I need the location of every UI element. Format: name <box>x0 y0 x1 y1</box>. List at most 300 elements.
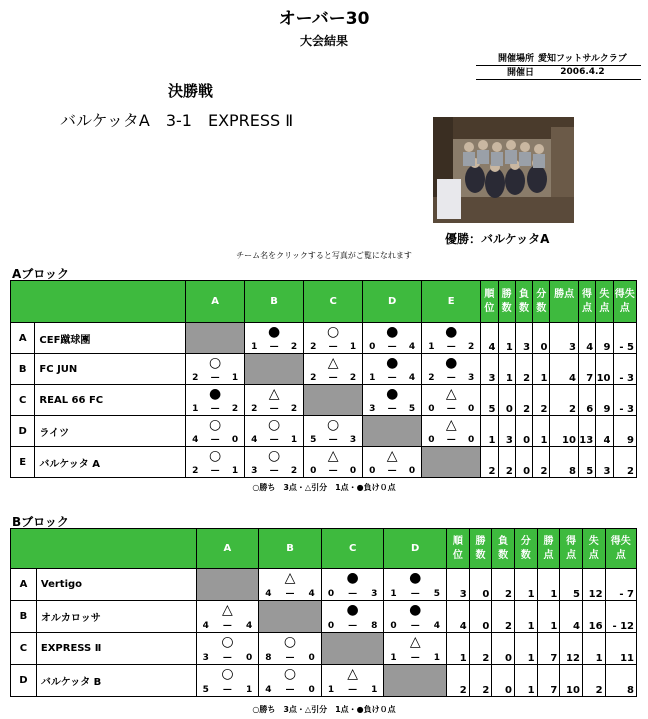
score-against: 0 <box>308 685 315 695</box>
stat-header <box>447 529 470 569</box>
score-dash: — <box>328 435 338 445</box>
stat-header-line: 数 <box>501 302 512 314</box>
stat-header-line: 勝 <box>501 288 512 300</box>
stat-header-line: 順 <box>484 288 495 300</box>
stat-value: 1 <box>481 416 498 447</box>
self-match-cell <box>363 416 422 447</box>
result-mark: ● <box>409 602 422 618</box>
result-score <box>384 621 446 631</box>
stat-header-line: 数 <box>498 549 509 561</box>
score-for: 1 <box>192 404 199 414</box>
result-score <box>259 653 321 663</box>
score-against: 0 <box>245 653 253 663</box>
score-for: 2 <box>192 466 199 476</box>
stat-value: 4 <box>596 416 613 447</box>
score-against: 1 <box>231 466 239 476</box>
result-score <box>186 466 244 476</box>
result-score <box>245 342 303 352</box>
stat-header-line: 位 <box>452 549 463 561</box>
stat-value: 1 <box>533 416 550 447</box>
score-dash: — <box>446 342 456 352</box>
score-for: 0 <box>327 621 335 631</box>
result-score <box>422 342 480 352</box>
header-row <box>11 281 637 323</box>
stat-value: 2 <box>613 447 637 478</box>
table-row <box>11 385 637 416</box>
score-dash: — <box>285 653 295 663</box>
score-against: 1 <box>349 342 357 352</box>
stat-value: 1 <box>537 569 560 601</box>
score-against: 4 <box>308 589 315 599</box>
stat-value: 0 <box>492 665 515 697</box>
result-mark: ● <box>268 324 281 340</box>
result-mark: ● <box>445 355 458 371</box>
result-cell <box>245 323 304 354</box>
result-cell <box>245 416 304 447</box>
stat-value: 1 <box>537 601 560 633</box>
score-dash: — <box>210 466 220 476</box>
score-for: 4 <box>192 435 199 445</box>
score-dash: — <box>387 342 397 352</box>
score-for: 0 <box>327 589 335 599</box>
block-a-title: Aブロック <box>12 267 70 281</box>
table-row <box>11 569 637 601</box>
result-cell <box>321 569 384 601</box>
row-letter: C <box>11 633 37 665</box>
team-name-link[interactable]: REAL 66 FC <box>35 385 186 416</box>
result-score <box>384 653 446 663</box>
result-mark: ○ <box>268 417 281 433</box>
score-dash: — <box>348 589 358 599</box>
stat-value: 2 <box>469 665 492 697</box>
stat-header <box>533 281 550 323</box>
stat-header <box>578 281 595 323</box>
stat-value: 2 <box>492 569 515 601</box>
score-for: 4 <box>251 435 258 445</box>
stat-header-line: 負 <box>518 288 529 300</box>
result-mark: ○ <box>327 417 340 433</box>
team-name-link[interactable]: ライツ <box>35 416 186 447</box>
self-match-cell <box>259 601 322 633</box>
result-mark: ● <box>445 324 458 340</box>
stat-value: 10 <box>550 416 579 447</box>
stat-value: 2 <box>492 601 515 633</box>
table-row <box>11 447 637 478</box>
score-dash: — <box>328 466 338 476</box>
result-cell <box>422 354 481 385</box>
score-dash: — <box>387 373 397 383</box>
photo-click-note: チーム名をクリックすると写真がご覧になれます <box>236 251 412 260</box>
score-against: 4 <box>433 621 440 631</box>
result-cell <box>384 633 447 665</box>
result-mark: ● <box>346 570 359 586</box>
score-for: 1 <box>390 653 397 663</box>
stat-value: 3 <box>515 323 532 354</box>
block-a-legend: ○勝ち 3点・△引分 1点・●負け０点 <box>252 483 396 492</box>
stat-value: 2 <box>515 354 532 385</box>
result-cell <box>321 665 384 697</box>
score-for: 1 <box>390 589 397 599</box>
stat-header-line <box>550 302 578 316</box>
result-cell <box>259 665 322 697</box>
stat-value: 0 <box>469 569 492 601</box>
score-dash: — <box>328 342 338 352</box>
stat-header-line: 勝点 <box>554 288 575 300</box>
block-b-title: Bブロック <box>12 515 69 529</box>
stat-value: 1 <box>514 633 537 665</box>
date-value: 2006.4.2 <box>560 66 605 77</box>
score-dash: — <box>348 621 358 631</box>
column-header-a: A <box>196 529 259 569</box>
score-against: 0 <box>231 435 239 445</box>
table-row <box>11 601 637 633</box>
stat-value: 12 <box>582 569 605 601</box>
final-label: 決勝戦 <box>168 82 214 100</box>
column-header-d: D <box>384 529 447 569</box>
score-dash: — <box>222 621 232 631</box>
stat-header <box>492 529 515 569</box>
stat-header-line: 位 <box>484 302 495 314</box>
column-header-e: E <box>422 281 481 323</box>
result-score <box>245 466 303 476</box>
stat-value: - 12 <box>605 601 636 633</box>
team-name-link[interactable]: バルケッタ B <box>36 665 196 697</box>
stat-value: 7 <box>537 633 560 665</box>
result-score <box>197 653 259 663</box>
stat-value: 7 <box>578 354 595 385</box>
stat-value: 1 <box>582 633 605 665</box>
score-against: 1 <box>433 653 440 663</box>
row-letter: B <box>11 601 37 633</box>
stat-header-line: 分 <box>536 288 547 300</box>
score-against: 2 <box>349 373 357 383</box>
stat-value: 12 <box>560 633 583 665</box>
page-subtitle: 大会結果 <box>299 34 348 48</box>
result-mark: ○ <box>208 417 222 433</box>
stat-value: 3 <box>596 447 613 478</box>
score-against: 2 <box>467 342 475 352</box>
score-dash: — <box>210 435 220 445</box>
score-against: 1 <box>245 685 253 695</box>
stat-value: - 5 <box>613 323 637 354</box>
result-mark: ○ <box>283 634 297 650</box>
result-score <box>259 589 321 599</box>
result-cell <box>245 385 304 416</box>
self-match-cell <box>186 323 245 354</box>
stat-header <box>582 529 605 569</box>
row-letter: B <box>11 354 35 385</box>
team-name-link[interactable]: CEF蹴球團 <box>35 323 186 354</box>
result-score <box>245 435 303 445</box>
result-score <box>197 621 259 631</box>
score-dash: — <box>328 373 338 383</box>
score-dash: — <box>210 404 220 414</box>
stat-value: 9 <box>596 323 613 354</box>
score-dash: — <box>446 373 456 383</box>
result-mark: ● <box>346 602 359 618</box>
result-cell <box>196 633 259 665</box>
stat-header <box>613 281 637 323</box>
result-mark: △ <box>445 386 457 402</box>
stat-value: 2 <box>533 447 550 478</box>
header-corner <box>11 529 197 569</box>
stat-header-line: 点 <box>588 549 599 561</box>
result-score <box>304 466 362 476</box>
stat-header-line: 点 <box>566 549 577 561</box>
result-score <box>304 373 362 383</box>
score-against: 0 <box>467 404 475 414</box>
result-score <box>322 589 384 599</box>
team-photo-image <box>433 117 574 223</box>
stat-value: 0 <box>498 385 515 416</box>
result-score <box>259 685 321 695</box>
result-mark: ○ <box>268 448 281 464</box>
score-dash: — <box>387 466 397 476</box>
score-for: 8 <box>265 653 272 663</box>
stat-value: 0 <box>469 601 492 633</box>
score-dash: — <box>269 342 279 352</box>
score-for: 3 <box>202 653 209 663</box>
result-mark: △ <box>445 417 457 433</box>
stat-value: 3 <box>498 416 515 447</box>
score-for: 2 <box>310 373 317 383</box>
stat-header-line: 点 <box>615 549 626 561</box>
stat-header-line: 失 <box>599 288 610 300</box>
result-score <box>322 621 384 631</box>
score-for: 2 <box>251 404 258 414</box>
score-against: 1 <box>290 435 298 445</box>
stat-header-line: 順 <box>452 535 463 547</box>
score-dash: — <box>410 653 420 663</box>
result-cell <box>321 601 384 633</box>
result-mark: ● <box>386 355 399 371</box>
stat-header <box>560 529 583 569</box>
score-for: 1 <box>251 342 258 352</box>
result-cell <box>304 416 363 447</box>
stat-header-line: 点 <box>599 302 610 314</box>
score-for: 0 <box>390 621 397 631</box>
stat-value: 0 <box>492 633 515 665</box>
score-against: 0 <box>308 653 315 663</box>
row-letter: C <box>11 385 35 416</box>
score-for: 2 <box>192 373 199 383</box>
score-dash: — <box>269 435 279 445</box>
table-row <box>11 416 637 447</box>
result-cell <box>422 385 481 416</box>
venue-label: 開催場所 <box>497 54 534 64</box>
stat-header <box>537 529 560 569</box>
stat-value: 4 <box>578 323 595 354</box>
score-against: 4 <box>245 621 253 631</box>
score-dash: — <box>210 373 220 383</box>
stat-value: 1 <box>514 601 537 633</box>
stat-value: 11 <box>605 633 636 665</box>
score-against: 1 <box>231 373 239 383</box>
score-dash: — <box>348 685 358 695</box>
result-score <box>384 589 446 599</box>
score-for: 3 <box>369 404 376 414</box>
result-cell <box>259 569 322 601</box>
score-dash: — <box>410 589 420 599</box>
column-header-d: D <box>363 281 422 323</box>
stat-header-line: 数 <box>475 549 486 561</box>
stat-header-line: 数 <box>536 302 547 314</box>
stat-header <box>605 529 636 569</box>
block-b-table <box>10 528 637 697</box>
stat-value: 2 <box>447 665 470 697</box>
score-against: 4 <box>408 373 416 383</box>
stat-value: 5 <box>560 569 583 601</box>
score-against: 4 <box>408 342 416 352</box>
score-for: 3 <box>251 466 258 476</box>
score-for: 5 <box>310 435 317 445</box>
result-score <box>322 685 384 695</box>
score-against: 3 <box>371 589 378 599</box>
team-name-link[interactable]: Vertigo <box>36 569 196 601</box>
result-score <box>245 404 303 414</box>
column-header-b: B <box>245 281 304 323</box>
stat-header-line: 数 <box>518 302 529 314</box>
team-name-link[interactable]: バルケッタ A <box>35 447 186 478</box>
stat-value: 2 <box>582 665 605 697</box>
team-name-link[interactable]: EXPRESS Ⅱ <box>36 633 196 665</box>
score-against: 0 <box>467 435 475 445</box>
score-against: 0 <box>349 466 357 476</box>
score-dash: — <box>285 589 295 599</box>
result-cell <box>363 323 422 354</box>
stat-header-line: 負 <box>498 535 509 547</box>
stat-value: 1 <box>498 354 515 385</box>
table-row <box>11 665 637 697</box>
stat-value: 0 <box>515 416 532 447</box>
score-against: 0 <box>408 466 416 476</box>
stat-value: 2 <box>498 447 515 478</box>
block-b-legend: ○勝ち 3点・△引分 1点・●負け０点 <box>252 705 396 714</box>
team-name-link[interactable]: FC JUN <box>35 354 186 385</box>
score-against: 1 <box>371 685 378 695</box>
result-score <box>422 404 480 414</box>
stat-value: 1 <box>514 665 537 697</box>
row-letter: A <box>11 323 35 354</box>
result-mark: ● <box>386 324 399 340</box>
result-cell <box>363 385 422 416</box>
stat-value: 3 <box>550 323 579 354</box>
stat-value: 8 <box>605 665 636 697</box>
stat-header <box>469 529 492 569</box>
stat-value: 8 <box>550 447 579 478</box>
result-cell <box>186 385 245 416</box>
stat-header <box>515 281 532 323</box>
stat-value: 3 <box>481 354 498 385</box>
self-match-cell <box>245 354 304 385</box>
column-header-c: C <box>304 281 363 323</box>
row-letter: D <box>11 416 35 447</box>
winner-team-photo <box>433 117 574 223</box>
result-mark: △ <box>347 666 358 682</box>
result-cell <box>304 323 363 354</box>
stat-value: 2 <box>481 447 498 478</box>
score-against: 2 <box>290 466 298 476</box>
result-mark: ○ <box>221 634 234 650</box>
score-for: 4 <box>265 685 272 695</box>
result-mark: ● <box>386 386 399 402</box>
result-cell <box>186 447 245 478</box>
result-cell <box>186 416 245 447</box>
stat-value: 2 <box>550 385 579 416</box>
stat-value: 13 <box>578 416 595 447</box>
stat-header-line: 点 <box>543 549 554 561</box>
result-mark: ○ <box>221 666 234 682</box>
result-score <box>363 404 421 414</box>
score-for: 0 <box>369 466 376 476</box>
result-mark: △ <box>268 386 280 402</box>
self-match-cell <box>196 569 259 601</box>
stat-value: 10 <box>596 354 613 385</box>
stat-header <box>514 529 537 569</box>
score-for: 1 <box>369 373 376 383</box>
stat-value: 2 <box>469 633 492 665</box>
result-cell <box>304 447 363 478</box>
result-mark: ● <box>208 386 222 402</box>
stat-header-line: 失 <box>588 535 599 547</box>
venue-value: 愛知フットサルクラブ <box>538 54 627 64</box>
column-header-b: B <box>259 529 322 569</box>
stat-header-line: 点 <box>619 302 630 314</box>
score-dash: — <box>410 621 420 631</box>
stat-value: 9 <box>613 416 637 447</box>
stat-header-line: 勝 <box>475 535 486 547</box>
team-name-link[interactable]: オルカロッサ <box>36 601 196 633</box>
self-match-cell <box>321 633 384 665</box>
header-corner <box>11 281 186 323</box>
result-cell <box>196 601 259 633</box>
result-mark: ○ <box>208 355 222 371</box>
score-for: 2 <box>310 342 317 352</box>
stat-value: 1 <box>447 633 470 665</box>
stat-value: 1 <box>533 354 550 385</box>
stat-value: 0 <box>515 447 532 478</box>
score-for: 4 <box>202 621 209 631</box>
score-for: 1 <box>428 342 435 352</box>
stat-value: 1 <box>498 323 515 354</box>
stat-header-line: 数 <box>520 549 531 561</box>
result-score <box>186 404 244 414</box>
row-letter: D <box>11 665 37 697</box>
result-mark: △ <box>284 570 296 586</box>
score-against: 3 <box>467 373 475 383</box>
stat-header <box>596 281 613 323</box>
page-title: オーバー30 <box>278 9 370 29</box>
self-match-cell <box>304 385 363 416</box>
result-cell <box>384 601 447 633</box>
stat-value: 0 <box>533 323 550 354</box>
result-cell <box>196 665 259 697</box>
self-match-cell <box>422 447 481 478</box>
stat-header <box>550 281 579 323</box>
result-score <box>422 373 480 383</box>
final-score: バルケッタA 3-1 EXPRESS Ⅱ <box>60 111 294 130</box>
self-match-cell <box>384 665 447 697</box>
stat-value: - 3 <box>613 354 637 385</box>
score-for: 5 <box>202 685 209 695</box>
result-mark: △ <box>386 448 398 464</box>
score-dash: — <box>269 404 279 414</box>
score-dash: — <box>446 435 456 445</box>
row-letter: E <box>11 447 35 478</box>
result-score <box>363 466 421 476</box>
column-header-a: A <box>186 281 245 323</box>
score-for: 0 <box>428 435 435 445</box>
